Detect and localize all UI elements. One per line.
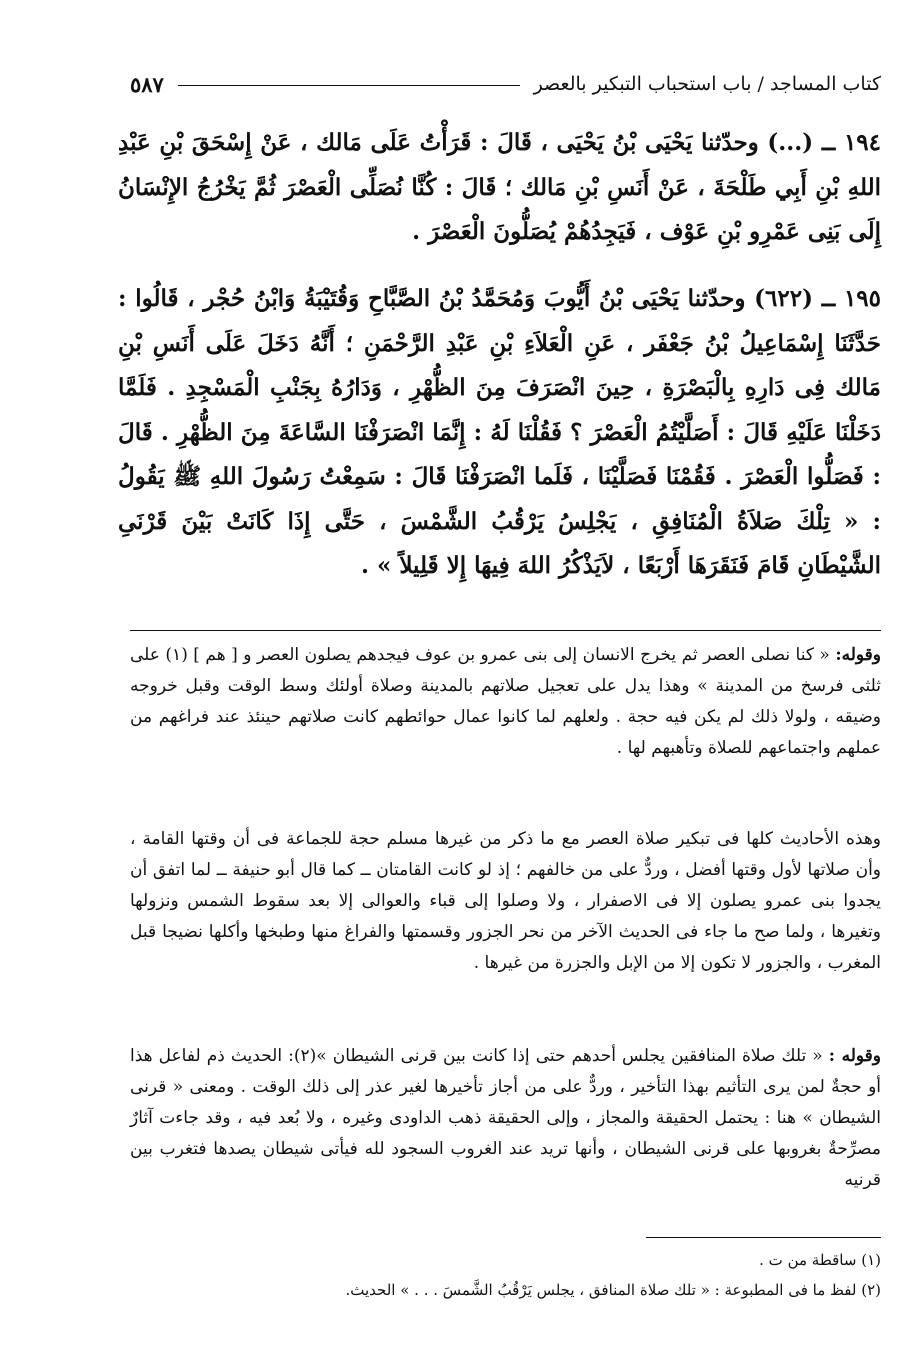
- hadith-195: ١٩٥ ــ (٦٢٢) وحدّثنا يَحْيَى بْنُ أَيُّوبَ وَمُحَمَّدُ بْنُ الصَّبَّاحِ وَقُتَيْبَةُ وَابْنُ حُجْر ، قَالُوا : حَدَّثَنَا إِسْمَاعِيلُ بْنُ جَعْفَر ، عَنِ الْعَلاَءِ بْنِ عَبْدِ الرَّحْمَنِ ؛ أَنَّهُ دَخَلَ عَلَى أَنَسِ بْنِ مَالك فِى دَارِهِ بِالْبَصْرَةِ ، حِينَ انْصَرَفَ مِنَ الظُّهْرِ ، وَدَارُهُ بِجَنْبِ الْمَسْجِدِ . فَلَمَّا دَخَلْنَا عَلَيْهِ قَالَ : أَصَلَّيْتُمُ الْعَصْرَ ؟ فَقُلْنَا لَهُ : إِنَّمَا انْصَرَفْنَا السَّاعَةَ مِنَ الظُّهْرِ . قَالَ : فَصَلُّوا الْعَصْرَ . فَقُمْنَا فَصَلَّيْنَا ، فَلَما انْصَرَفْنَا قَالَ : سَمِعْتُ رَسُولَ اللهِ ﷺ يَقُولُ : « تِلْكَ صَلاَةُ الْمُنَافِقِ ، يَجْلِسُ يَرْقُبُ الشَّمْسَ ، حَتَّى إِذَا كَانَتْ بَيْنَ قَرْنَىِ الشَّيْطَانِ قَامَ فَنَقَرَهَا أَرْبَعًا ، لاَيَذْكُرُ اللهَ فِيهَا إِلا قَلِيلاً » .: [118, 285, 881, 579]
- commentary-text: « كنا نصلى العصر ثم يخرج الانسان إلى بنى عمرو بن عوف فيجدهم يصلون العصر و [ هم ] (١) على ثلثى فرسخ من المدينة » وهذا يدل على تعجيل صلاتهم بالمدينة وصلاة أولئك وسط الوقت وقبل خروجه وضيقه ، ولولا ذلك لم يكن فيه حجة . ولعلهم لما كانوا عمال حوائطهم كانت صلاتهم حينئذ عند فراغهم من عملهم واجتماعهم للصلاة وتأهبهم لها .: [130, 645, 881, 758]
- commentary-text: « تلك صلاة المنافقين يجلس أحدهم حتى إذا كانت بين قرنى الشيطان »(٢): الحديث ذم لفاعل هذا أو حجةٌ لمن يرى التأثيم بهذا التأخير ، وردٌّ على من أجاز تأخيرها لغير عذر إلى ذلك الوقت . ومعنى « قرنى الشيطان » هنا : يحتمل الحقيقة والمجاز ، وإلى الحقيقة ذهب الداودى وغيره ، ولا بُعد فيه ، وقد جاءت آثارٌ مصرِّحةٌ بغروبها على قرنى الشيطان ، وأنها تريد عند الغروب السجود لله فيأتى شيطان يصدها فتغرب بين قرنيه: [130, 1046, 881, 1190]
- footnote-1: (١) ساقطة من ت .: [759, 1251, 881, 1269]
- commentary-paragraph: [130, 640, 881, 764]
- page-number: ٥٨٧: [130, 71, 164, 97]
- commentary-paragraph: [130, 1041, 881, 1196]
- running-title: كتاب المساجد / باب استحباب التبكير بالعصر: [533, 73, 881, 95]
- commentary-paragraph: [130, 824, 881, 979]
- commentary-lead: وقوله :: [828, 1046, 881, 1066]
- commentary-lead: وقوله:: [835, 645, 881, 665]
- footnote-rule: [646, 1237, 881, 1238]
- section-divider: [130, 630, 881, 631]
- commentary-text: وهذه الأحاديث كلها فى تبكير صلاة العصر مع ما ذكر من غيرها مسلم حجة للجماعة فى أن وقتها القامة ، وأن صلاتها لأول وقتها أفضل ، وردٌّ على من خالفهم ؛ إذ لو كانت القامتان ــ كما قال أبو حنيفة ــ لما اتفق أن يجدوا بنى عمرو يصلون إلا فى الاصفرار ، ولا وصلوا إلى قباء والعوالى إلا بعد سقوط الشمس ونزولها وتغيرها ، ولما صح ما جاء فى الحديث الآخر من نحر الجزور وقسمتها والفراغ منها وطبخها وأكلها نضيجا قبل المغرب ، والجزور لا تكون إلا من الإبل والجزرة من غيرها .: [130, 829, 881, 973]
- page-header: [130, 66, 881, 102]
- footnote-2: (٢) لفظ ما فى المطبوعة : « تلك صلاة المنافق ، يجلس يَرْقُبُ الشَّمسَ . . . » الحديث.: [345, 1281, 881, 1299]
- hadith-194: ١٩٤ ــ (...) وحدّثنا يَحْيَى بْنُ يَحْيَى ، قَالَ : قَرَأْتُ عَلَى مَالك ، عَنْ إِسْحَقَ بْنِ عَبْدِ اللهِ بْنِ أَبِي طَلْحَةَ ، عَنْ أَنَسِ بْنِ مَالك ؛ قَالَ : كُنَّا نُصَلِّى الْعَصْرَ ثُمَّ يَخْرُجُ الإِنْسَانُ إِلَى بَنِى عَمْرِو بْنِ عَوْف ، فَيَجِدُهُمْ يُصَلُّونَ الْعَصْرَ .: [118, 129, 881, 245]
- header-rule: [178, 85, 520, 86]
